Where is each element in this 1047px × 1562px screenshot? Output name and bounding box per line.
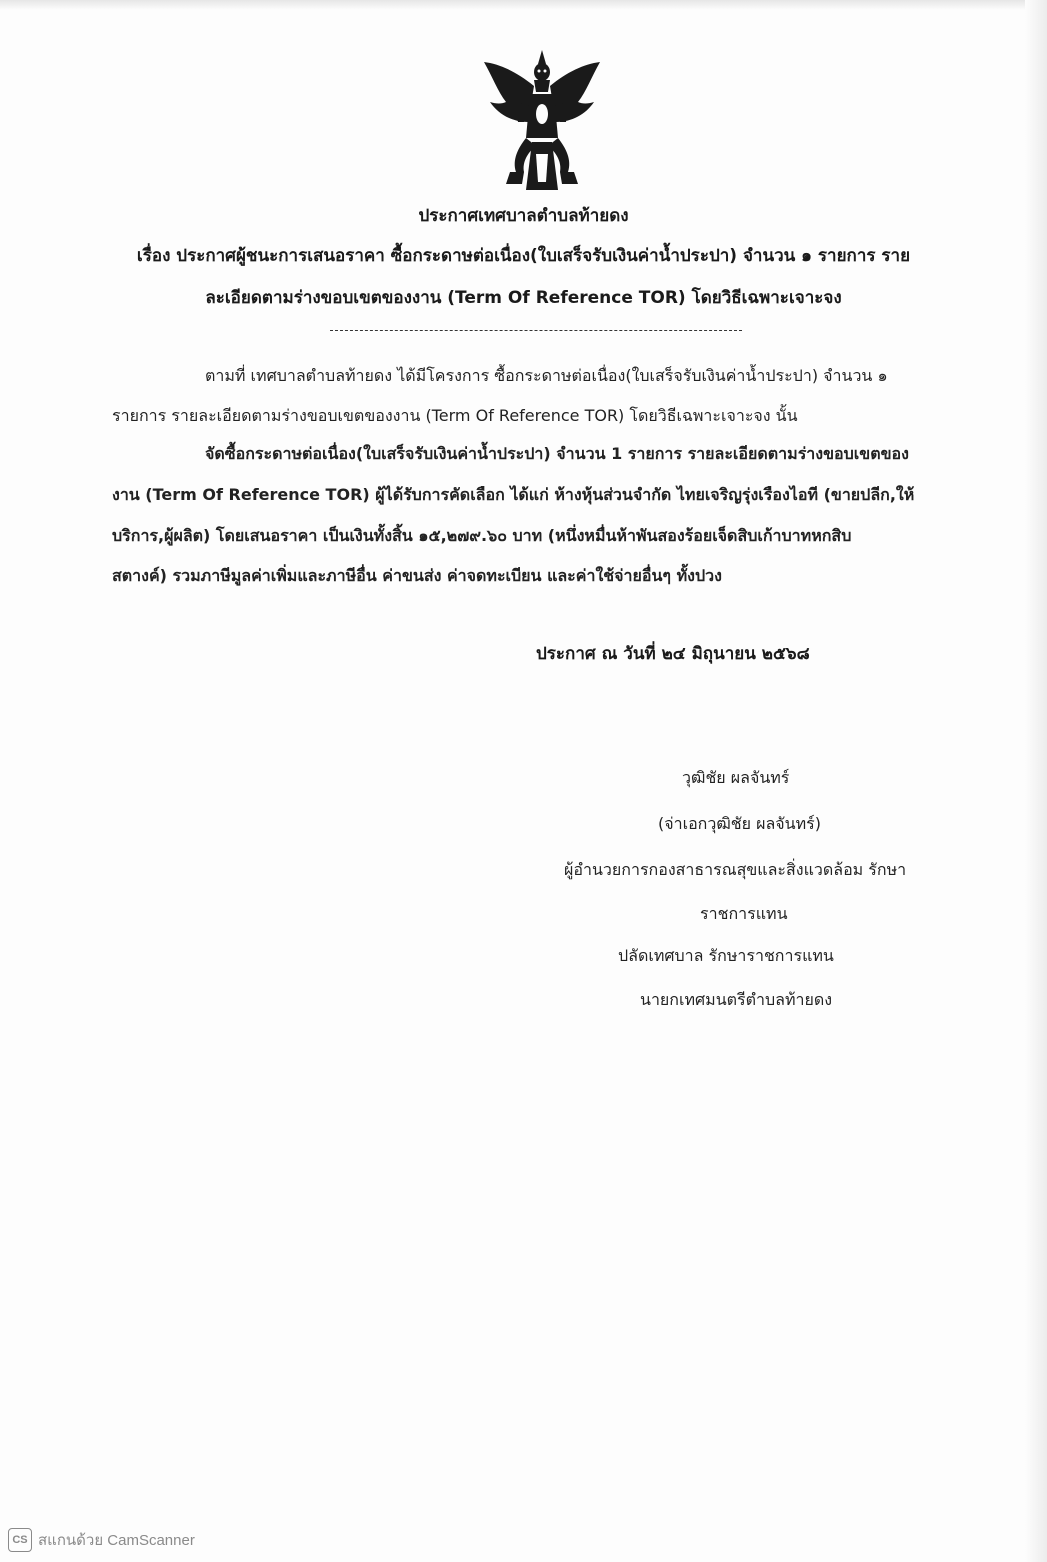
body-line: จัดซื้อกระดาษต่อเนื่อง(ใบเสร็จรับเงินค่าน้ำประปา) จำนวน 1 รายการ รายละเอียดตามร่างขอบเขตของ: [205, 444, 909, 463]
signatory-position-4: นายกเทศมนตรีตำบลท้ายดง: [640, 990, 833, 1009]
body-line: บริการ,ผู้ผลิต) โดยเสนอราคา เป็นเงินทั้งสิ้น ๑๕,๒๗๙.๖๐ บาท (หนึ่งหมื่นห้าพันสองร้อยเจ็ดสิบเก้าบาทหกสิบ: [112, 526, 852, 545]
signatory-full-name: (จ่าเอกวุฒิชัย ผลจันทร์): [658, 814, 821, 833]
announcement-title: ประกาศเทศบาลตำบลท้ายดง: [418, 206, 629, 226]
subject-line-2: ละเอียดตามร่างขอบเขตของงาน (Term Of Reference TOR) โดยวิธีเฉพาะเจาะจง: [205, 288, 842, 308]
camscanner-logo-icon: CS: [8, 1528, 32, 1552]
subject-line-1: เรื่อง ประกาศผู้ชนะการเสนอราคา ซื้อกระดาษต่อเนื่อง(ใบเสร็จรับเงินค่าน้ำประปา) จำนวน ๑ รายการ ราย: [136, 246, 911, 266]
signatory-position-2: ราชการแทน: [700, 904, 788, 923]
body-line: รายการ รายละเอียดตามร่างขอบเขตของงาน (Term Of Reference TOR) โดยวิธีเฉพาะเจาะจง นั้น: [112, 406, 798, 425]
signatory-position-1: ผู้อำนวยการกองสาธารณสุขและสิ่งแวดล้อม รักษา: [564, 860, 907, 879]
body-line: ตามที่ เทศบาลตำบลท้ายดง ได้มีโครงการ ซื้อกระดาษต่อเนื่อง(ใบเสร็จรับเงินค่าน้ำประปา) จำนวน ๑: [205, 366, 888, 385]
announcement-date: ประกาศ ณ วันที่ ๒๔ มิถุนายน ๒๕๖๘: [536, 644, 810, 664]
body-line: งาน (Term Of Reference TOR) ผู้ได้รับการคัดเลือก ได้แก่ ห้างหุ้นส่วนจำกัด ไทยเจริญรุ่งเรืองไอที (ขายปลีก,ให้: [112, 485, 915, 504]
watermark-text: สแกนด้วย CamScanner: [38, 1532, 195, 1549]
dashed-divider: [330, 330, 742, 331]
signatory-position-3: ปลัดเทศบาล รักษาราชการแทน: [618, 946, 834, 965]
body-line: สตางค์) รวมภาษีมูลค่าเพิ่มและภาษีอื่น ค่าขนส่ง ค่าจดทะเบียน และค่าใช้จ่ายอื่นๆ ทั้งปวง: [112, 566, 722, 585]
camscanner-watermark: [8, 1528, 195, 1552]
garuda-emblem-icon: [462, 42, 622, 202]
scan-top-edge: [0, 0, 1047, 10]
signature-name: วุฒิชัย ผลจันทร์: [682, 768, 790, 787]
